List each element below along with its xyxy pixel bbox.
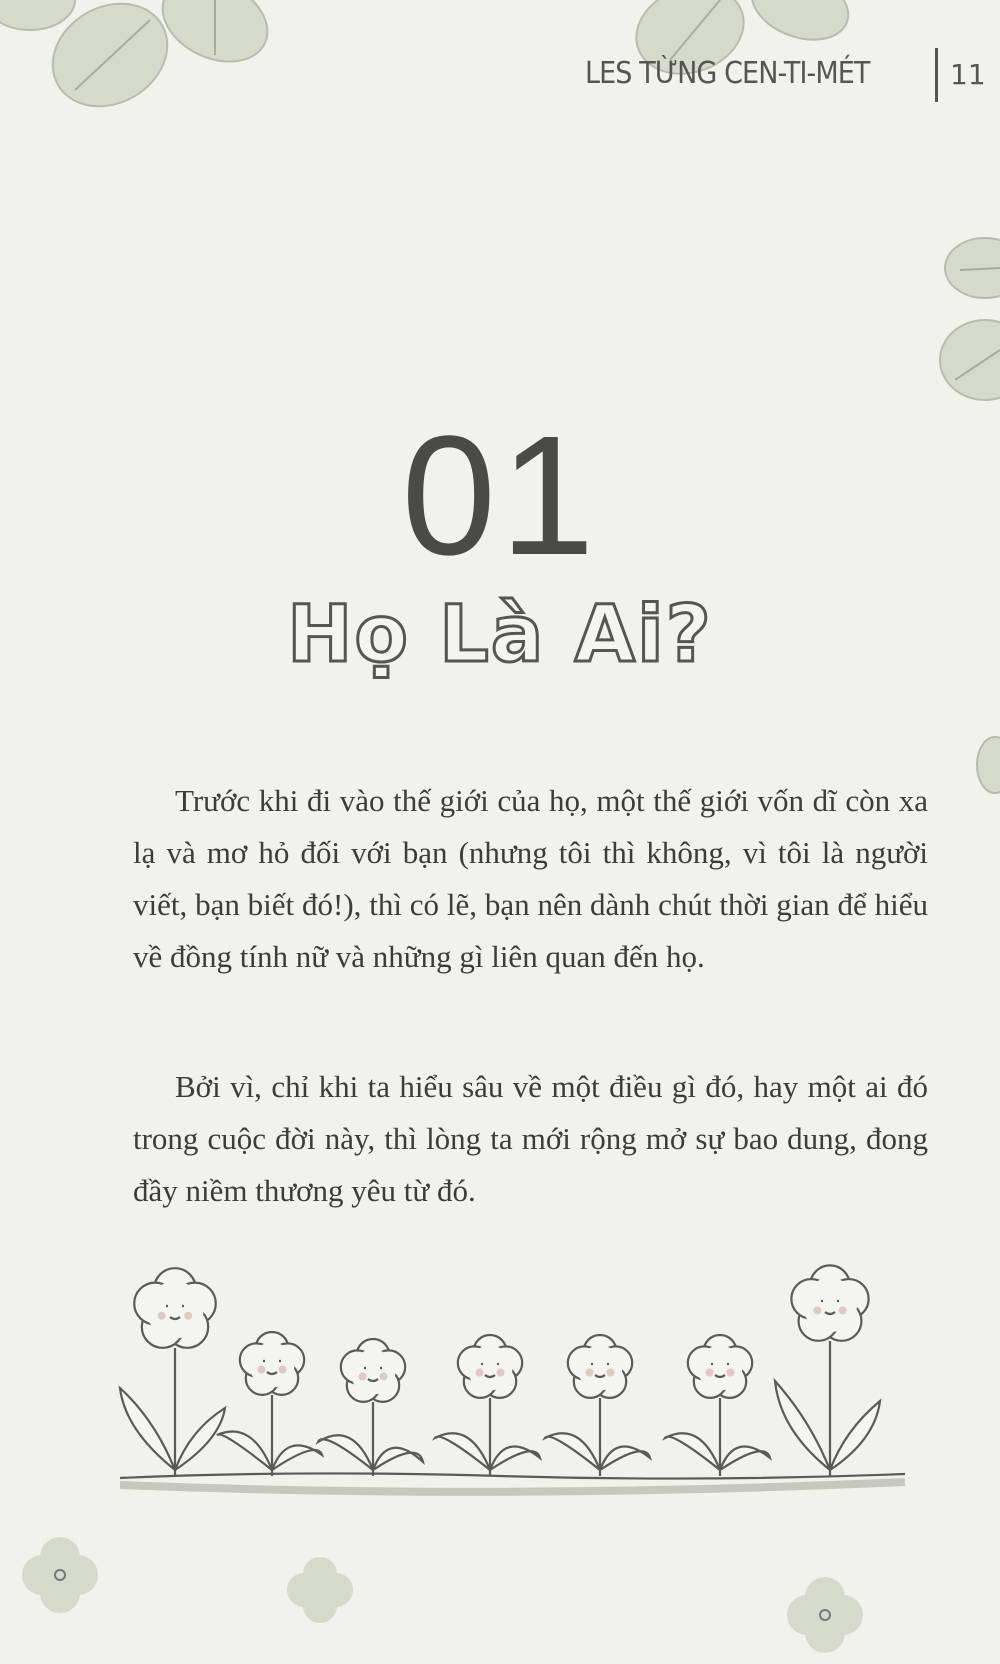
flower-icon (120, 1268, 225, 1476)
paragraph-1 (133, 775, 928, 983)
paragraph-2 (133, 1061, 928, 1217)
clover-icon (22, 1537, 98, 1613)
page-number: 11 (950, 58, 986, 91)
leaf-icon (977, 737, 1000, 793)
flower-icon (545, 1335, 650, 1476)
leaf-icon (940, 320, 1000, 400)
chapter-number: 01 (401, 401, 599, 591)
header-divider (935, 48, 938, 102)
paragraph-2-text: Bởi vì, chỉ khi ta hiểu sâu về một điều gì đó, hay một ai đó trong cuộc đời này, thì lòng ta mới rộng mở sự bao dung, đong đầy niềm thương yêu từ đó. (133, 1069, 928, 1208)
flower-icon (775, 1265, 880, 1476)
flower-icon (318, 1339, 423, 1476)
paragraph-1-text: Trước khi đi vào thế giới của họ, một thế giới vốn dĩ còn xa lạ và mơ hỏ đối với bạn (nhưng tôi thì không, vì tôi là người viết, bạn biết đó!), thì có lẽ, bạn nên dành chút thời gian để hiểu về đồng tính nữ và những gì liên quan đến họ. (133, 783, 928, 974)
flower-icon (665, 1335, 770, 1476)
flower-icon (217, 1332, 322, 1476)
flower-icon (435, 1335, 540, 1476)
chapter-title: Họ Là Ai? (287, 590, 713, 680)
leaf-icon (742, 0, 858, 52)
flower-row-illustration (120, 1473, 905, 1491)
bottom-flower-decorations (22, 1537, 863, 1653)
leaf-icon (0, 0, 75, 30)
running-header-title: LES TỪNG CEN-TI-MÉT (585, 56, 870, 91)
clover-icon (787, 1577, 863, 1653)
clover-icon (287, 1557, 353, 1623)
